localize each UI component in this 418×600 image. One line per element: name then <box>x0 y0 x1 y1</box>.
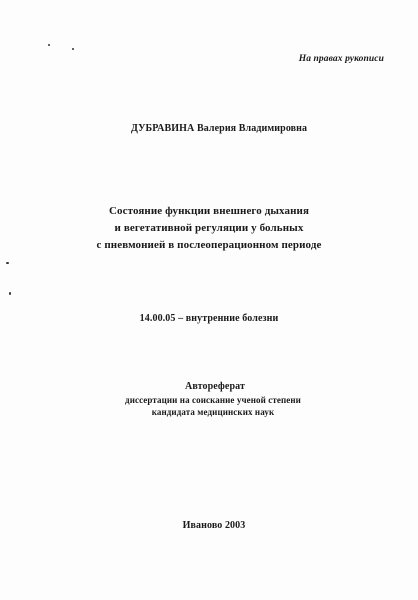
city-year: Иваново 2003 <box>182 520 246 531</box>
title-line-3: с пневмонией в послеоперационном периоде <box>96 239 322 251</box>
specialty-code: 14.00.05 – внутренние болезни <box>139 313 279 324</box>
scan-speck <box>9 292 11 295</box>
title-line-2: и вегетативной регуляции у больных <box>114 222 304 234</box>
scan-speck <box>6 262 9 264</box>
abstract-label: Автореферат <box>185 381 245 392</box>
scan-speck <box>72 48 74 50</box>
dissertation-line-2: кандидата медицинских наук <box>151 407 275 417</box>
title-line-1: Состояние функции внешнего дыхания <box>108 205 310 217</box>
scan-speck <box>48 44 50 46</box>
author-name: ДУБРАВИНА Валерия Владимировна <box>131 123 308 134</box>
dissertation-line-1: диссертации на соискание ученой степени <box>125 395 301 405</box>
manuscript-note: На правах рукописи <box>298 54 384 64</box>
